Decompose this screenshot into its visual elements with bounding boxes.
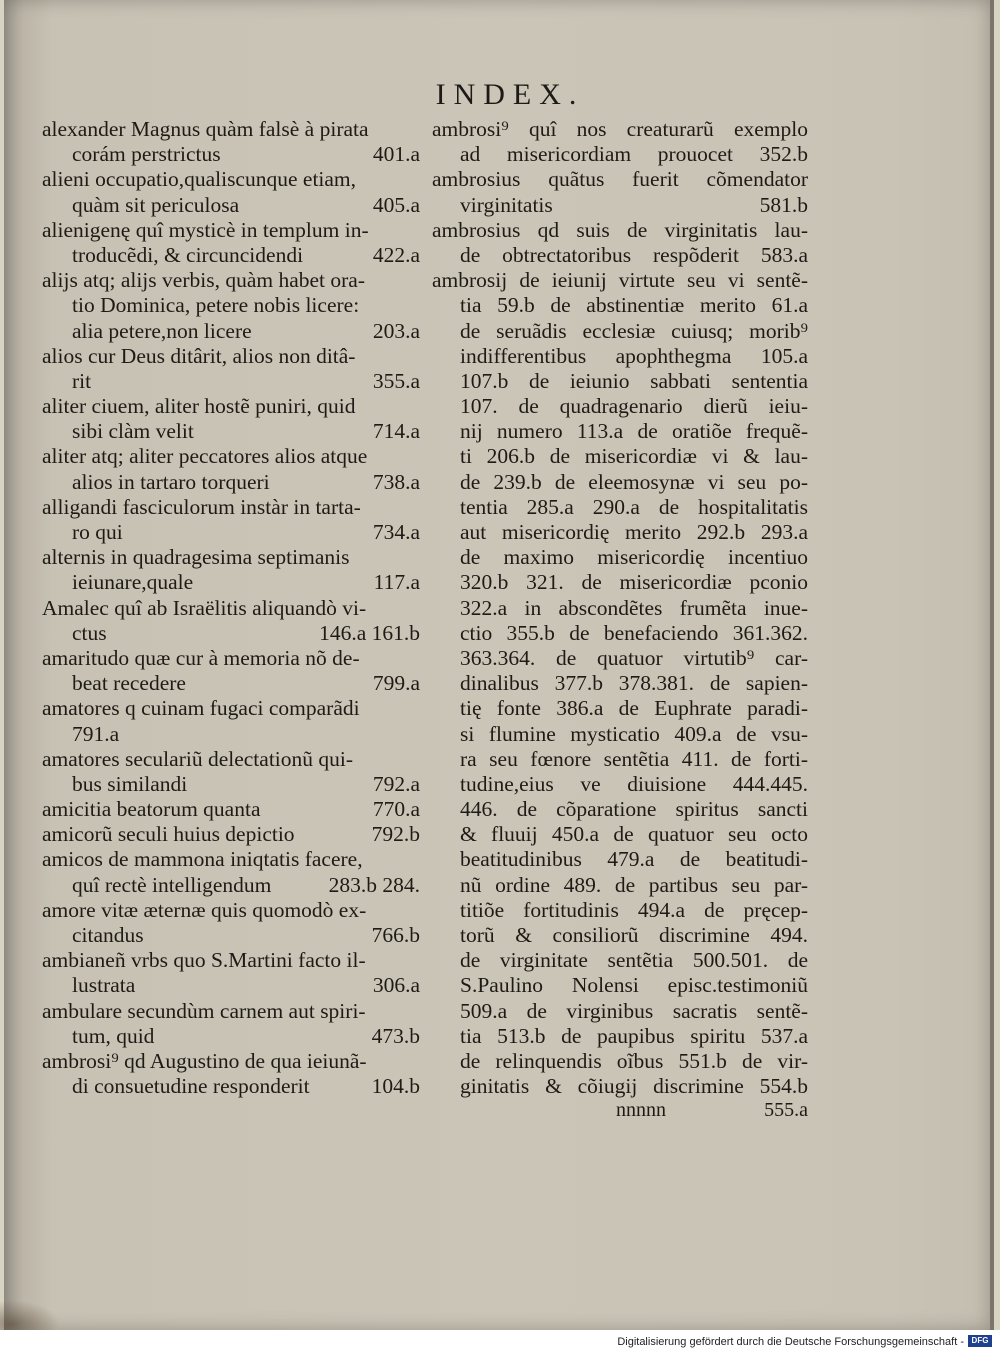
index-line <box>42 167 420 192</box>
page-reference: 799.a <box>372 671 420 696</box>
entry-text: alligandi fasciculorum instàr in tarta- <box>42 494 361 519</box>
index-line <box>42 268 420 293</box>
index-line: tudine,eius ve diuisione 444.445. <box>460 771 808 796</box>
index-line <box>42 193 420 218</box>
index-line: 320.b 321. de misericordiæ pconio <box>460 570 808 595</box>
catchwords <box>616 1099 808 1122</box>
catchword-next: 555.a <box>764 1099 808 1121</box>
index-line <box>42 973 420 998</box>
index-line <box>42 646 420 671</box>
entry-text: rit <box>72 368 92 393</box>
entry-text: alieni occupatio,qualiscunque etiam, <box>42 167 357 192</box>
index-line <box>42 369 420 394</box>
entry-text: aliter ciuem, aliter hostẽ puniri, quid <box>42 394 356 419</box>
index-line: S.Paulino Nolensi episc.testimoniũ <box>460 973 808 998</box>
index-line <box>42 797 420 822</box>
index-line <box>42 847 420 872</box>
page-reference: 714.a <box>372 419 420 444</box>
index-line <box>42 470 420 495</box>
index-line <box>42 621 420 646</box>
index-line: de maximo misericordię incentiuo <box>460 545 808 570</box>
index-line <box>42 570 420 595</box>
entry-text: alexander Magnus quàm falsè à pirata <box>42 117 369 141</box>
entry-text: amicitia beatorum quanta <box>42 797 261 822</box>
index-line: virginitatis 581.b <box>460 192 808 217</box>
index-line: 107. de quadragenario dierũ ieiu- <box>460 394 808 419</box>
entry-text: ctus <box>72 620 107 645</box>
index-line <box>42 545 420 570</box>
index-line: ambrosius qd suis de virginitatis lau- <box>432 217 808 242</box>
entry-text: bus similandi <box>72 771 188 796</box>
index-line: de virginitate sentẽtia 500.501. de <box>460 948 808 973</box>
index-line: ctio 355.b de benefaciendo 361.362. <box>460 620 808 645</box>
index-line <box>42 948 420 973</box>
page-reference: 738.a <box>372 469 420 494</box>
index-line: ambrosius quãtus fuerit cõmendator <box>432 167 808 192</box>
page-reference: 770.a <box>372 797 420 822</box>
index-line: 107.b de ieiunio sabbati sententia <box>460 368 808 393</box>
index-line: tentia 285.a 290.a de hospitalitatis <box>460 494 808 519</box>
index-line <box>42 747 420 772</box>
index-entry <box>42 747 420 797</box>
index-line <box>42 873 420 898</box>
page-reference: 734.a <box>372 520 420 544</box>
index-entry <box>42 596 420 646</box>
entry-text: alternis in quadragesima septimanis <box>42 545 350 570</box>
index-entry <box>42 999 420 1049</box>
index-line: titiõe fortitudinis 494.a de pręcep- <box>460 897 808 922</box>
page-reference: 203.a <box>372 318 420 343</box>
index-line: ambrosij de ieiunij virtute seu vi sentẽ- <box>432 268 808 293</box>
entry-text: amicorũ seculi huius depictio <box>42 822 295 847</box>
index-line: de relinquendis oĩbus 551.b de vir- <box>460 1048 808 1073</box>
index-line: indifferentibus apophthegma 105.a <box>460 343 808 368</box>
entry-text: ambrosi⁹ qd Augustino de qua ieiunã- <box>42 1048 367 1073</box>
index-line: & fluuij 450.a de quatuor seu octo <box>460 822 808 847</box>
index-line <box>42 772 420 797</box>
index-line: nij numero 113.a de oratiõe frequẽ- <box>460 419 808 444</box>
entry-text: citandus <box>72 923 144 947</box>
index-line: tia 513.b de paupibus spiritu 537.a <box>460 1023 808 1048</box>
entry-text: aliter atq; aliter peccatores alios atque <box>42 444 368 469</box>
index-line <box>42 419 420 444</box>
entry-text: Amalec quî ab Israëlitis aliquandò vi- <box>42 595 367 620</box>
index-line <box>42 319 420 344</box>
index-column-left <box>42 117 420 1099</box>
page-reference: 792.b <box>371 822 420 847</box>
index-line <box>42 1074 420 1099</box>
index-entry <box>42 696 420 746</box>
index-line: de obtrectatoribus respõderit 583.a <box>460 242 808 267</box>
index-entry <box>42 444 420 494</box>
entry-text: alios in tartaro torqueri <box>72 469 270 494</box>
index-line <box>42 596 420 621</box>
page-reference: 792.a <box>372 771 420 796</box>
index-line: 509.a de virginibus sacratis sentẽ- <box>460 998 808 1023</box>
index-line: dinalibus 377.b 378.381. de sapien- <box>460 671 808 696</box>
index-line: 446. de cõparatione spiritus sancti <box>460 797 808 822</box>
index-line: ginitatis & cõiugij discrimine 554.b <box>460 1074 808 1099</box>
signature-mark: nnnnn <box>616 1099 666 1121</box>
entry-text: alienigenę quî mysticè in templum in- <box>42 217 369 242</box>
index-entry <box>42 167 420 217</box>
index-line <box>42 218 420 243</box>
index-entry <box>42 847 420 897</box>
page-reference: 283.b 284. <box>328 872 420 897</box>
index-line: nũ ordine 489. de partibus seu par- <box>460 872 808 897</box>
page-reference: 422.a <box>372 242 420 267</box>
page-reference: 306.a <box>372 973 420 998</box>
page-edge <box>990 0 994 1330</box>
index-entry <box>42 822 420 847</box>
entry-text: ambulare secundùm carnem aut spiri- <box>42 998 366 1023</box>
index-line <box>42 696 420 721</box>
page-reference: 104.b <box>371 1074 420 1099</box>
index-entry <box>42 948 420 998</box>
entry-text: ambianeñ vrbs quo S.Martini facto il- <box>42 948 366 973</box>
entry-text: amaritudo quæ cur à memoria nõ de- <box>42 645 360 670</box>
entry-text: quî rectè intelligendum <box>72 872 272 897</box>
entry-text: beat recedere <box>72 671 186 696</box>
index-line <box>42 671 420 696</box>
entry-text: troducẽdi, & circuncidendi <box>72 242 304 267</box>
entry-text: alia petere,non licere <box>72 318 252 343</box>
index-entry <box>42 646 420 696</box>
index-entry <box>42 268 420 344</box>
entry-text: sibi clàm velit <box>72 419 194 444</box>
index-line: tię fonte 386.a de Euphrate paradi- <box>460 696 808 721</box>
index-line <box>42 1049 420 1074</box>
index-line <box>42 142 420 167</box>
index-line: de seruãdis ecclesiæ cuiusq; morib⁹ <box>460 318 808 343</box>
dfg-logo: DFG <box>968 1335 992 1347</box>
index-entry <box>42 218 420 268</box>
index-entry <box>42 394 420 444</box>
index-line <box>42 1024 420 1049</box>
index-entry <box>42 898 420 948</box>
entry-text: di consuetudine responderit <box>72 1074 310 1099</box>
index-line <box>42 344 420 369</box>
index-line <box>42 923 420 948</box>
page-stain <box>0 1300 60 1330</box>
index-entry <box>42 495 420 545</box>
index-line: torũ & consiliorũ discrimine 494. <box>460 923 808 947</box>
index-line: ambrosi⁹ quî nos creaturarũ exemplo <box>432 117 808 141</box>
entry-text: amatores seculariũ delectationũ qui- <box>42 746 354 771</box>
index-line <box>42 117 420 142</box>
entry-text: amatores q cuinam fugaci comparãdi <box>42 696 360 721</box>
entry-text: 791.a <box>72 721 120 746</box>
index-line <box>42 243 420 268</box>
entry-text: alios cur Deus ditârit, alios non ditâ- <box>42 343 356 368</box>
entry-text: amore vitæ æternæ quis quomodò ex- <box>42 897 367 922</box>
index-line <box>42 394 420 419</box>
index-line: aut misericordię merito 292.b 293.a <box>460 520 808 544</box>
entry-text: ro qui <box>72 520 123 544</box>
entry-text: corám perstrictus <box>72 142 221 167</box>
index-line <box>42 293 420 318</box>
page-reference: 401.a <box>372 142 420 167</box>
entry-text: amicos de mammona iniqtatis facere, <box>42 847 363 872</box>
entry-text: tum, quid <box>72 1023 155 1048</box>
page-reference: 355.a <box>372 368 420 393</box>
entry-text: ieiunare,quale <box>72 570 194 595</box>
page-reference: 766.b <box>371 923 420 947</box>
page-reference: 146.a 161.b <box>319 620 420 645</box>
index-line <box>42 520 420 545</box>
index-line <box>42 999 420 1024</box>
page-reference: 117.a <box>373 570 420 595</box>
index-entry <box>42 344 420 394</box>
footer-credit: Digitalisierung gefördert durch die Deutsche Forschungsgemeinschaft - <box>617 1336 964 1348</box>
index-line: 322.a in abscondẽtes frumẽta inue- <box>460 595 808 620</box>
entry-text: lustrata <box>72 973 136 998</box>
page-reference: 405.a <box>372 192 420 217</box>
index-line <box>42 495 420 520</box>
index-line <box>42 722 420 747</box>
entry-text: tio Dominica, petere nobis licere: <box>72 293 360 318</box>
index-line <box>42 898 420 923</box>
index-line: de 239.b de eleemosynæ vi seu po- <box>460 469 808 494</box>
entry-text: quàm sit periculosa <box>72 192 240 217</box>
page-reference: 473.b <box>371 1023 420 1048</box>
index-line <box>42 822 420 847</box>
index-line <box>42 444 420 469</box>
index-entry <box>42 117 420 167</box>
index-entry <box>42 797 420 822</box>
entry-text: alijs atq; alijs verbis, quàm habet ora- <box>42 268 366 293</box>
index-line: ad misericordiam prouocet 352.b <box>460 142 808 167</box>
index-entry <box>42 545 420 595</box>
index-line: tia 59.b de abstinentiæ merito 61.a <box>460 293 808 318</box>
index-entry <box>42 1049 420 1099</box>
page-title: INDEX. <box>435 78 585 111</box>
index-line: 363.364. de quatuor virtutib⁹ car- <box>460 645 808 670</box>
index-column-right <box>432 117 808 1099</box>
index-line: beatitudinibus 479.a de beatitudi- <box>460 847 808 872</box>
index-line: ra seu fœnore sentẽtia 411. de forti- <box>460 746 808 771</box>
index-line: ti 206.b de misericordiæ vi & lau- <box>460 444 808 469</box>
index-line: si flumine mysticatio 409.a de vsu- <box>460 721 808 746</box>
